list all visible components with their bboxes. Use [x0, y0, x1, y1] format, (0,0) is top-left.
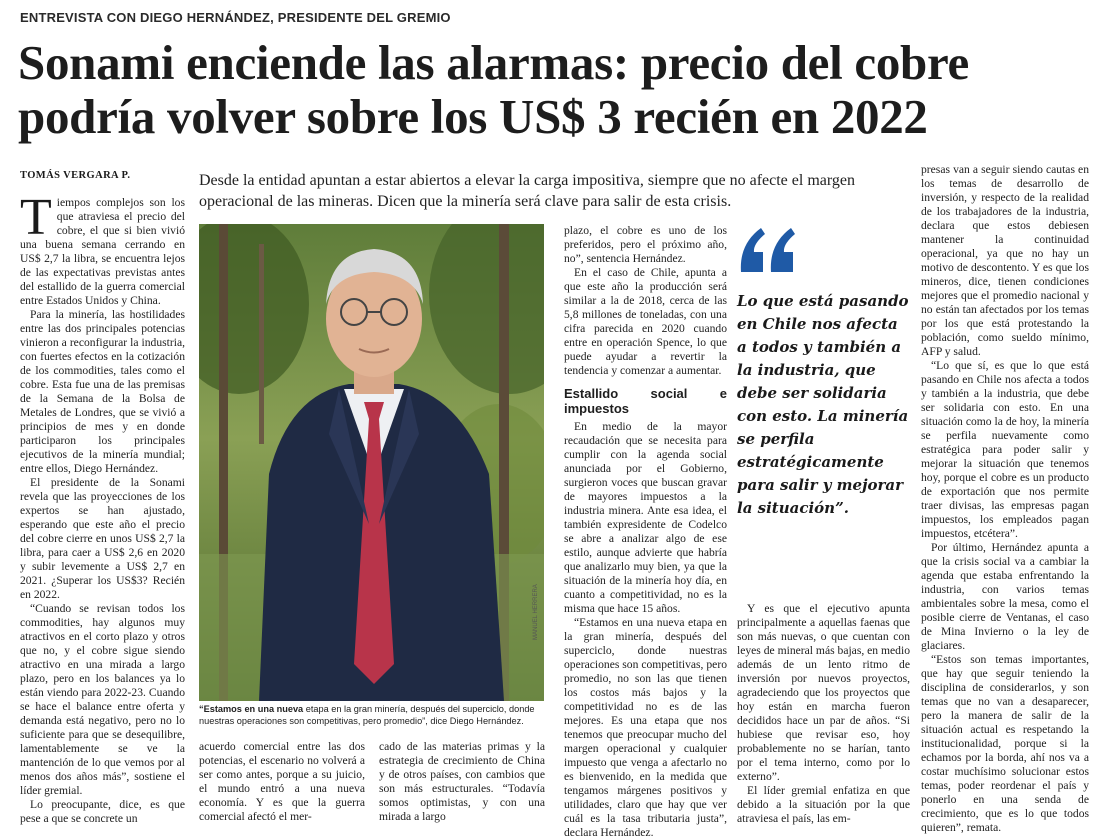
article-paragraph: “Lo que sí, es que lo que está pasando en Chile nos afecta a todos y también a la industria, que debe ser solidaria con esto. En una situación como la de hoy, la minería se perfila nuevamente como estratégica para poder salir y mejorar la situación que tenemos hoy, porque el cobre es un producto de exportación que nos permite traer divisas, las empresas pagan impuestos, los empleados pagan impuestos, etcétera”. [921, 359, 1089, 540]
article-byline: TOMÁS VERGARA P. [20, 170, 131, 181]
article-column-2b [379, 740, 545, 824]
pull-quote-text: Lo que está pasando en Chile nos afecta a todos y también a la industria, que debe ser solidaria con esto. La minería se perfila estratégicamente para salir y mejorar la situación”. [737, 292, 909, 517]
section-subheading: Estallido social e impuestos [564, 386, 727, 416]
article-paragraph: Tiempos complejos son los que atraviesa el precio del cobre, el que si bien vivió una buena semana cerrando en US$ 2,7 la libra, se encuentra lejos de las expectativas previstas antes del estallido de la guerra comercial entre Estados Unidos y China. [20, 189, 185, 307]
article-column-1 [20, 189, 185, 826]
article-paragraph: plazo, el cobre es uno de los preferidos, pero el próximo año, no”, sentencia Hernández. [564, 224, 727, 265]
article-paragraph: En medio de la mayor recaudación que se necesita para cumplir con la agenda social anunciada por el Gobierno, surgieron voces que buscan gravar de mayores impuestos a la industria minera. Ante esa idea, el también expresidente de Codelco se abre a analizar algo de ese estilo, aunque advierte que habría que analizarlo muy bien, ya que la situación de la minería hoy día, en cuanto a competitividad, no es la misma que hace 15 años. [564, 420, 727, 615]
article-kicker: ENTREVISTA CON DIEGO HERNÁNDEZ, PRESIDENTE DEL GREMIO [20, 10, 451, 25]
article-summary: Desde la entidad apuntan a estar abiertos a elevar la carga impositiva, siempre que no afecte el margen operacional de las mineras. Dicen que la minería será clave para salir de esta crisis. [199, 172, 856, 210]
article-paragraph: presas van a seguir siendo cautas en los temas de desarrollo de inversión, y respecto de la realidad de los trabajadores de la industria, declara que estos debiesen mantener la continuidad operacional, ya que no hay un motivo de descontento. Y es que los mineros, dice, tienen condiciones mejores que el promedio nacional y no están tan afectados por los temas por los que está protestando la población, como sueldo mínimo, AFP y salud. [921, 163, 1089, 358]
portrait-photo [199, 224, 544, 701]
quote-mark-icon [737, 224, 797, 274]
pull-quote [737, 224, 912, 520]
photo-caption: “Estamos en una nueva etapa en la gran minería, después del superciclo, donde nuestras operaciones son competitivas, pero promedio”, dice Diego Hernández. [199, 704, 535, 726]
article-paragraph: acuerdo comercial entre las dos potencias, el escenario no volverá a ser como antes, porque a su juicio, el mundo entró a una nueva economía. Y es que la guerra comercial afectó el mer- [199, 740, 365, 823]
article-column-4 [737, 602, 910, 826]
photo-credit: MANUEL HERRERA [533, 584, 539, 640]
article-paragraph: cado de las materias primas y la estrategia de crecimiento de China y de otros países, con cambios que son más estructurales. “Todavía somos optimistas, y con una mirada a largo [379, 740, 545, 823]
article-paragraph: “Cuando se revisan todos los commodities, hay algunos muy atractivos en el corto plazo y otros que no, y el cobre sigue siendo atractivo en una mirada a largo plazo, pero en los balances ya lo están viendo para 2022-23. Cuando se hace el balance entre oferta y demanda está negativo, pero no lo suficiente para que se desequilibre, lamentablemente se ve la mantención de lo que vemos por al menos dos años más”, sostiene el líder gremial. [20, 602, 185, 797]
article-paragraph: En el caso de Chile, apunta a que este año la producción será similar a la de 2018, cerca de las 5,8 millones de toneladas, con una cifra parecida en 2020 cuando entre en operación Spence, lo que puede ayudar a revertir la tendencia y comenzar a aumentar. [564, 266, 727, 377]
article-column-3 [564, 224, 727, 839]
article-paragraph: Lo preocupante, dice, es que pese a que se concrete un [20, 798, 185, 825]
article-paragraph: “Estamos en una nueva etapa en la gran minería, después del superciclo, donde nuestras operaciones son competitivas, pero promedio, no son las que tienen los costos más bajos y la competitividad no es de las mejores. Es una etapa que nos tenemos que preocupar mucho del margen operacional y cualquier impuesto que venga a afectarlo no es bienvenido, en la medida que tengamos márgenes positivos y utilidades, claro que hay que ver cuál es la tasa tributaria justa”, declara Hernández. [564, 616, 727, 839]
article-column-2 [199, 740, 365, 824]
article-column-5 [921, 163, 1089, 835]
article-paragraph: El presidente de la Sonami revela que las proyecciones de los expertos se han ajustado, esperando que este año el precio del cobre cierre en unos US$ 2,7 la libra, para caer a US$ 2,6 en 2020 y subir levemente a US$ 2,7 en 2021. ¿Superar los US$3? Recién en 2022. [20, 476, 185, 601]
article-paragraph: “Estos son temas importantes, que hay que seguir teniendo la disciplina de considerarlos, y son temas que no van a desaparecer, pero la manera de salir de la situación actual es respetando la institucionalidad, porque si la echamos por la borda, ahí nos va a costar muchísimo solucionar estos temas, poder reordenar el país y ponerlo en una senda de crecimiento, que es lo que todos quieren”, remata. [921, 653, 1089, 834]
article-headline: Sonami enciende las alarmas: precio del cobre podría volver sobre los US$ 3 recién en 2022 [18, 35, 969, 144]
article-paragraph: Y es que el ejecutivo apunta principalmente a aquellas faenas que son más nuevas, o que cuentan con leyes de mineral más bajas, en medio además de un lento ritmo de inversión por nuevos proyectos, agradeciendo que los proyectos que hoy están en marcha fueron decididos hace un par de años. “Si hubiese que revisar eso, hoy probablemente no se harían, tanto por el tema interno, como por lo externo”. [737, 602, 910, 783]
article-paragraph: Para la minería, las hostilidades entre las dos principales potencias vinieron a reconfigurar la industria, con fuertes efectos en la cotización de los commodities, tales como el cobre. Esta fue una de las premisas de la Semana de la Bolsa de Metales de Londres, que se vivió a principios de mes y en donde participaron los principales ejecutivos de la minería mundial; entre ellos, Diego Hernández. [20, 308, 185, 475]
article-paragraph: El líder gremial enfatiza en que debido a la situación por la que atraviesa el país, las em- [737, 784, 910, 825]
drop-cap: T [20, 189, 52, 246]
article-paragraph: Por último, Hernández apunta a que la crisis social va a cambiar la agenda que estaba enfrentando la industria, con varios temas ambientales sobre la mesa, como el posible cierre de Ventanas, el caso de Mina Invierno o la ley de glaciares. [921, 541, 1089, 652]
